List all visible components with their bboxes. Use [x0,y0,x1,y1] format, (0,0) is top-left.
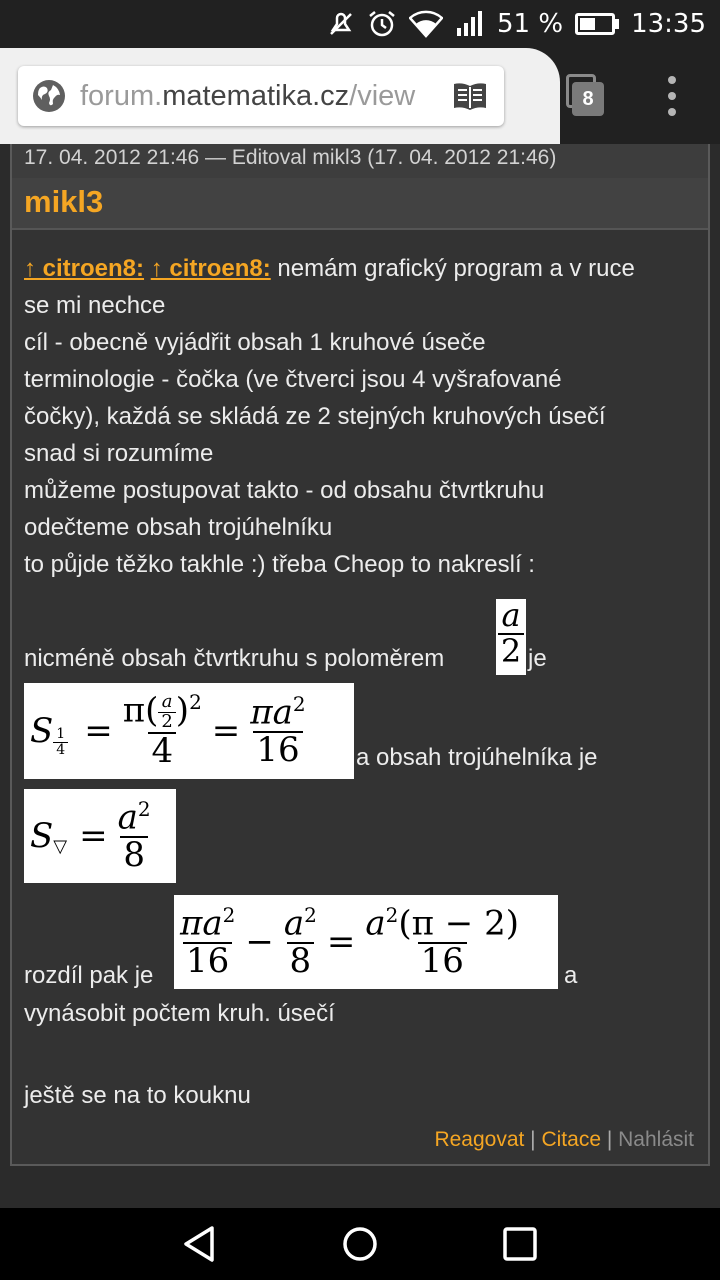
address-bar[interactable] [18,66,504,126]
back-icon[interactable] [180,1224,220,1264]
formula-a-over-2: $\frac{a}{2}$ [496,599,526,675]
battery-percent: 51 % [497,9,564,39]
recents-icon[interactable] [500,1224,540,1264]
formula-difference: $\frac{\pi a^2}{16}$ − $\frac{a^2}{8}$ = $\frac{a^2(\pi - 2)}{16}$ [174,895,558,989]
clock: 13:35 [631,9,706,39]
post-line: terminologie - čočka (ve čtverci jsou 4 vyšrafované [24,366,562,393]
post-line: se mi nechce [24,292,166,319]
post-body [12,230,708,1114]
quote-link[interactable]: ↑ citroen8: [150,255,271,282]
formula-quarter-circle-area: S $\frac{1}{4}$ = π( $\frac{a}{2}$ )$^2$ 4 = $\frac{\pi a^2}{16}$ [24,683,354,779]
forum-post [10,144,710,1166]
signal-icon [455,10,485,38]
quote-button[interactable]: Citace [541,1128,601,1151]
url-text[interactable]: forum.matematika.cz/view [80,79,416,112]
status-bar [0,0,720,48]
browser-toolbar [0,48,720,144]
post-line: snad si rozumíme [24,440,214,467]
navigation-bar [0,1208,720,1280]
post-line: nicméně obsah čtvrtkruhu s poloměrem $\frac{a}{2}$ je [24,603,696,677]
post-line: ↑ citroen8: ↑ citroen8: nemám grafický program a v ruce [24,255,635,282]
alarm-icon [367,9,397,39]
battery-icon [575,13,619,35]
post-line: S $\frac{1}{4}$ = π( $\frac{a}{2}$ )$^2$ 4 = $\frac{\pi a^2}{16}$ a obsah trojúhelníka je [24,683,696,789]
tab-count: 8 [572,82,604,116]
post-line [24,789,696,887]
post-line: cíl - obecně vyjádřit obsah 1 kruhové úseče [24,329,486,356]
post-line: rozdíl pak je $\frac{\pi a^2}{16}$ − $\frac{a^2}{8}$ = $\frac{a^2(\pi - 2)}{16}$ a [24,887,696,995]
formula-triangle-area: S ▽ = $\frac{a^2}{8}$ [24,789,176,883]
mute-icon [327,10,355,38]
reader-mode-icon[interactable] [452,80,488,112]
post-line: to půjde těžko takhle :) třeba Cheop to nakreslí : [24,551,535,578]
report-link[interactable]: Nahlásit [618,1128,694,1151]
wifi-icon [409,10,443,38]
home-icon[interactable] [340,1224,380,1264]
post-meta: 17. 04. 2012 21:46 — Editoval mikl3 (17. 04. 2012 21:46) [12,144,708,178]
post-actions: Reagovat | Citace | Nahlásit [434,1128,694,1151]
post-line [24,1032,696,1069]
post-line: čočky), každá se skládá ze 2 stejných kruhových úsečí [24,403,606,430]
quote-link[interactable]: ↑ citroen8: [24,255,145,282]
globe-icon [32,79,66,113]
overflow-menu-icon[interactable] [660,76,684,116]
post-line: odečteme obsah trojúhelníku [24,514,333,541]
post-line: můžeme postupovat takto - od obsahu čtvrtkruhu [24,477,545,504]
reply-link[interactable]: Reagovat [434,1128,525,1151]
post-line: vynásobit počtem kruh. úsečí [24,1000,335,1027]
tab-switcher-button[interactable] [566,74,606,114]
post-line: ještě se na to kouknu [24,1082,251,1109]
post-author[interactable]: mikl3 [12,178,708,230]
